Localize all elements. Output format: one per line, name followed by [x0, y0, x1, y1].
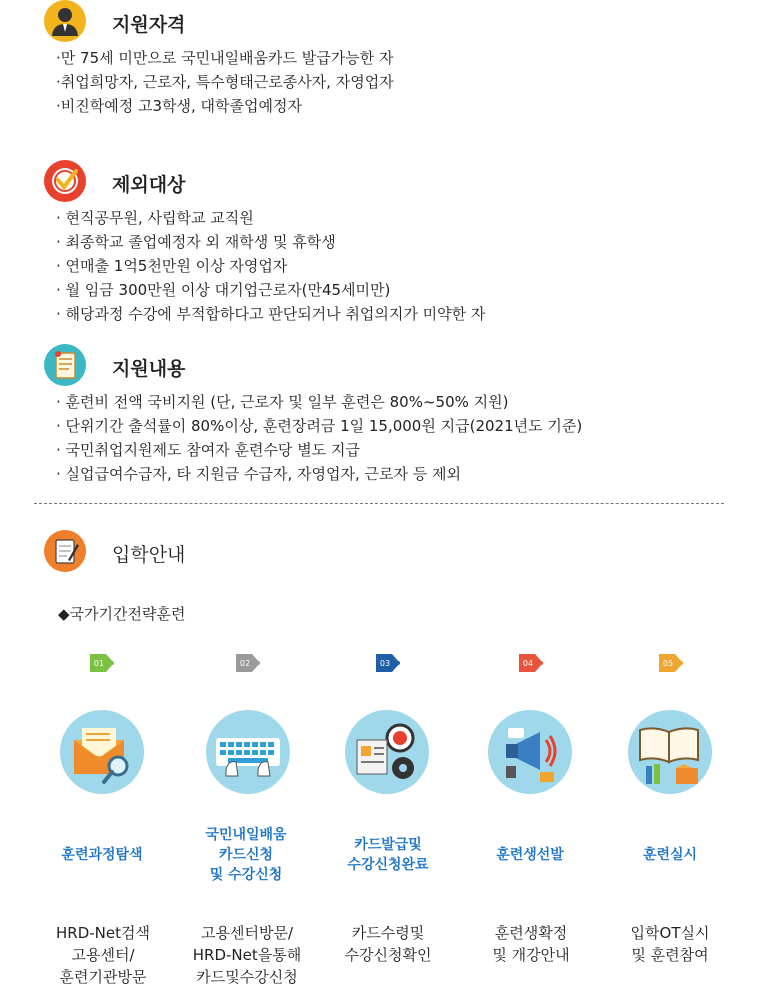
list-item: · 연매출 1억5천만원 이상 자영업자: [56, 257, 288, 275]
section-title: 지원내용: [112, 358, 186, 380]
document-icon: [44, 344, 86, 386]
person-icon: [44, 0, 86, 42]
list-item: · 단위기간 출석률이 80%이상, 훈련장려금 1일 15,000원 지급(2021년도 기준): [56, 417, 583, 435]
step-badge-03: [372, 652, 402, 674]
exclusions-list: [56, 206, 485, 326]
step-label-01: 훈련과정탐색: [61, 847, 143, 863]
program-type-label: ◆국가기간전략훈련: [58, 605, 186, 623]
target-gear-icon: [345, 710, 429, 794]
step-label-05: 훈련실시: [642, 847, 698, 863]
list-item: · 최종학교 졸업예정자 외 재학생 및 휴학생: [56, 233, 336, 251]
envelope-search-icon: [60, 710, 144, 794]
support-list: [56, 390, 582, 486]
step-label-03: 카드발급및 수강신청완료: [347, 837, 429, 873]
eligibility-list: [56, 46, 394, 118]
step-label-04: 훈련생선발: [496, 847, 564, 863]
step-number: 03: [379, 659, 391, 668]
list-item: ·만 75세 미만으로 국민내일배움카드 발급가능한 자: [56, 49, 394, 67]
step-desc-03: 카드수령및 수강신청확인: [344, 924, 432, 964]
step-badge-01: [86, 652, 116, 674]
list-item: · 월 임금 300만원 이상 대기업근로자(만45세미만): [56, 281, 391, 299]
section-title: 지원자격: [112, 14, 186, 36]
step-badge-05: [655, 652, 685, 674]
step-number: 05: [662, 659, 674, 668]
notepad-icon: [44, 530, 86, 572]
keyboard-icon: [206, 710, 290, 794]
step-desc-01: HRD-Net검색 고용센터/ 훈련기관방문: [56, 924, 150, 986]
step-number: 04: [522, 659, 534, 668]
step-desc-05: 입학OT실시 및 훈련참여: [630, 924, 710, 964]
megaphone-icon: [488, 710, 572, 794]
section-title: 제외대상: [112, 174, 186, 196]
list-item: · 현직공무원, 사립학교 교직원: [56, 209, 254, 227]
step-number: 01: [93, 659, 105, 668]
section-title: 입학안내: [112, 544, 186, 566]
step-desc-02: 고용센터방문/ HRD-Net을통해 카드및수강신청: [192, 924, 302, 986]
list-item: ·취업희망자, 근로자, 특수형태근로종사자, 자영업자: [56, 73, 394, 91]
checkmark-badge-icon: [44, 160, 86, 202]
step-desc-04: 훈련생확정 및 개강안내: [492, 924, 570, 964]
open-book-icon: [628, 710, 712, 794]
list-item: · 훈련비 전액 국비지원 (단, 근로자 및 일부 훈련은 80%~50% 지원): [56, 393, 509, 411]
dashed-divider: [34, 503, 724, 504]
list-item: · 실업급여수급자, 타 지원금 수급자, 자영업자, 근로자 등 제외: [56, 465, 461, 483]
list-item: · 국민취업지원제도 참여자 훈련수당 별도 지급: [56, 441, 360, 459]
step-badge-02: [232, 652, 262, 674]
list-item: · 해당과정 수강에 부적합하다고 판단되거나 취업의지가 미약한 자: [56, 305, 486, 323]
list-item: ·비진학예정 고3학생, 대학졸업예정자: [56, 97, 302, 115]
step-badge-04: [515, 652, 545, 674]
step-label-02: 국민내일배움 카드신청 및 수강신청: [205, 827, 287, 883]
step-number: 02: [239, 659, 251, 668]
